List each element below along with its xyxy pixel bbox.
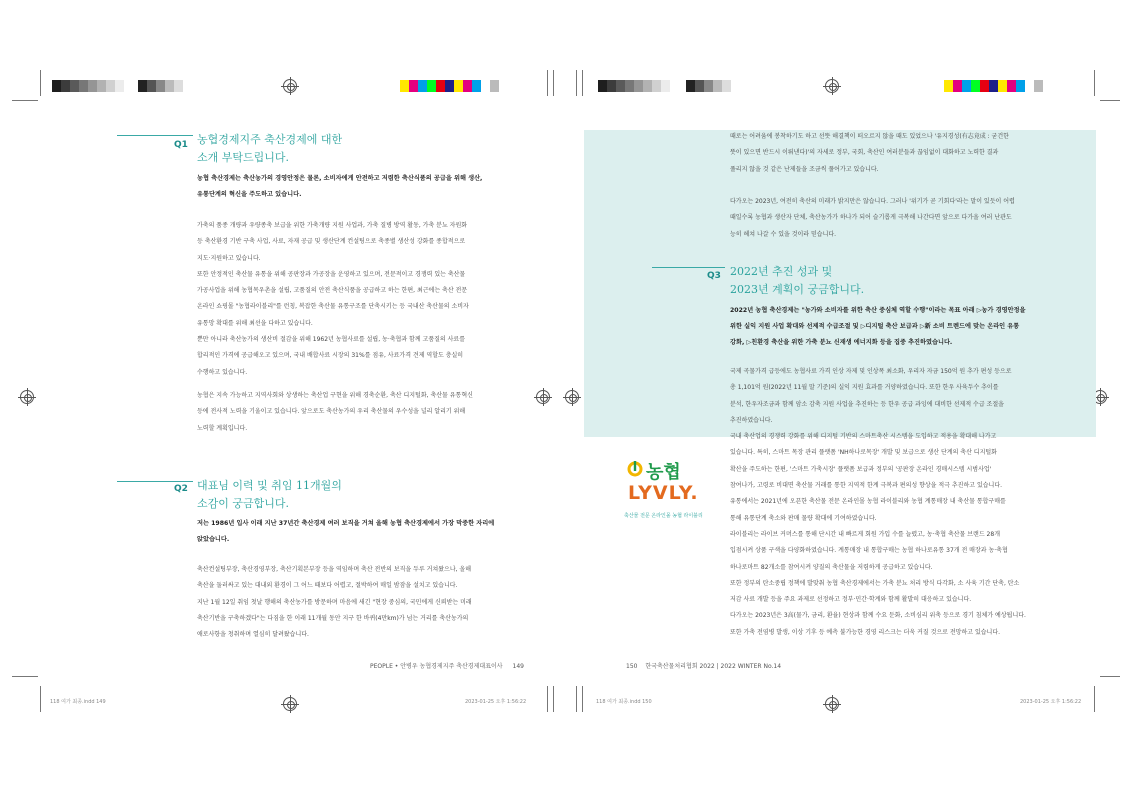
crop-mark [582,70,583,96]
crop-mark [40,686,41,712]
q1-body-line: 가공사업을 위해 농협목우촌을 설립, 고품질의 안전 축산식품을 공급하고 하는 한편, 최근에는 축산 전문 [197,287,468,295]
color-bar-right-gray [598,80,670,92]
q2-rule [117,481,193,482]
crop-mark [576,686,577,712]
crop-mark [12,100,38,101]
crop-mark [40,70,41,96]
q1-body-line: 또한 안정적인 축산물 유통을 위해 공판장과 가공장을 운영하고 있으며, 전문적이고 경쟁력 있는 축산물 [197,270,466,278]
q3-body2-line: 또한 가축 전염병 발생, 이상 기후 등 예측 불가능한 경영 리스크는 더욱 커질 것으로 전망하고 있습니다. [730,628,1001,636]
nh-lyvly-logo [626,458,706,506]
crop-mark [12,676,38,677]
q2-body-line: 축산을 둘러싸고 있는 대내외 환경이 그 어느 때보다 어렵고, 절박하여 매일 밤잠을 설치고 있습니다. [197,582,458,590]
q3-lead-line: 강화, ▷친환경 축산을 위한 가축 분뇨 신재생 에너지화 등을 집중 추진하였습니다. [730,339,953,346]
q2-lead [197,516,537,548]
registration-mark-icon [283,79,297,93]
left-page-number: 149 [512,663,524,670]
q2-title [197,477,342,513]
crop-mark [1100,100,1120,101]
right-top-line: 때일수록 농협과 생산자 단체, 축산농가가 하나가 되어 슬기롭게 극복해 나간다면 앞으로 다가올 여러 난관도 [730,214,1012,222]
color-bar-left-gray [52,80,124,92]
logo-brand-text: 농협 [646,462,681,483]
q1-lead [197,171,537,203]
q1-body-line: 등 축산환경 기반 구축 사업, 사료, 자재 공급 및 생산단계 컨설팅으로 축종별 생산성 강화를 종합적으로 [197,238,466,246]
color-bar-left-gray2 [138,80,183,92]
crop-mark [553,686,554,712]
q1-title-line: 소개 부탁드립니다. [197,151,290,164]
right-top-line [730,178,1090,194]
q3-body-line: 통해 유통단계 축소와 판매 물량 확대에 기여하였습니다. [730,514,877,522]
crop-mark [1094,686,1095,712]
q3-body-line: 분석, 한우자조금과 함께 암소 감축 지원 사업을 추진하는 등 한우 공급 과잉에 대비한 선제적 수급 조절을 [730,400,1004,408]
crop-mark [1094,70,1095,96]
q1-body2-line: 노력할 계획입니다. [197,424,248,432]
q3-body2 [730,527,1090,641]
crop-mark [576,70,577,96]
q2-title-line: 소감이 궁금합니다. [197,497,290,510]
q1-body2 [197,388,537,437]
right-top-line: 다가오는 2023년, 여전히 축산의 미래가 밝지만은 않습니다. 그러나 '위기가 곧 기회다'라는 말이 있듯이 어렵 [730,198,1015,206]
q3-lead [730,303,1090,351]
q3-body2-line: 라이블리는 라이브 커머스를 통해 단시간 내 빠르게 회원 가입 수를 늘렸고, 농·축협 축산물 브랜드 28개 [730,531,1000,538]
q3-body-line: 참여나가, 고령로 비대면 축산물 거래를 통한 지역적 한계 극복과 편의성 향상을 적극 추진하고 있습니다. [730,482,1003,490]
right-top-line: 때로는 어려움에 봉착하기도 하고 선뜻 해결책이 떠오르지 않을 때도 있었으나 '유지경성(有志竟成 : 굳건한 [730,133,1009,140]
registration-mark-icon [825,79,839,93]
right-slug-date: 2023-01-25 오후 1:56:22 [1020,699,1082,705]
registration-mark-icon [283,697,297,711]
color-bar-left-cmyk [400,80,499,92]
q3-body-line: 추진하였습니다. [730,416,773,424]
q1-body-line: 가축의 품종 개량과 우량종축 보급을 위한 가축개량 지원 사업과, 가축 질병 방역 활동, 가축 분뇨 자원화 [197,222,468,229]
q3-body-line: 유통에서는 2021년에 오픈한 축산물 전문 온라인몰 농협 라이블리와 농협 계통매장 내 축산물 통합구매를 [730,498,1006,506]
q2-title-line: 대표님 이력 및 취임 11개월의 [197,479,342,492]
left-slug-file: 118 여가 최종.indd 149 [50,699,106,705]
right-page-number: 150 [626,663,638,670]
q2-lead-line: 앉았습니다. [197,536,230,543]
q2-body-line: 축산기반을 구축하겠다"는 다짐을 한 이래 11개월 동안 지구 한 바퀴(4만km)가 넘는 거리를 축산농가의 [197,614,469,622]
q1-number: Q1 [174,140,188,150]
right-footer-text: 한국축산물처리협회 2022 | 2022 WINTER No.14 [645,663,782,670]
crop-mark [547,686,548,712]
q3-body-line: 국내 축산업의 경쟁력 강화를 위해 디지털 기반의 스마트축산 시스템을 도입하고 적용을 확대해 나가고 [730,433,997,441]
q3-body-line: 있습니다. 특히, 스마트 목장 관리 플랫폼 'NH하나로목장' 개발 및 보급으로 생산 단계의 축산 디지털화 [730,449,997,457]
q3-number: Q3 [707,271,721,281]
q2-number: Q2 [174,484,188,494]
q3-lead-line: 위한 실익 지원 사업 확대와 선제적 수급조절 및 ▷디지털 축산 보급과 ▷新 소비 트렌드에 맞는 온라인 유통 [730,323,1020,330]
right-top-line: 뜻이 있으면 반드시 이뤄낸다)'의 자세로 정부, 국회, 축산인 여러분들과 끊임없이 대화하고 노력한 결과 [730,149,999,157]
color-bar-right-gray2 [686,80,731,92]
q1-body-line: 수행하고 있습니다. [197,368,248,376]
registration-mark-icon [565,390,579,404]
q3-body2-line: 또한 정부의 탄소중립 정책에 발맞춰 농협 축산경제에서는 가축 분뇨 처리 방식 다각화, 소 사육 기간 단축, 탄소 [730,579,1020,587]
q2-lead-line: 저는 1986년 입사 이래 지난 37년간 축산경제 여러 보직을 거쳐 올해 농협 축산경제에서 가장 막중한 자리에 [197,520,495,527]
q3-title-line: 2022년 추진 성과 및 [730,265,833,278]
q1-body2-line: 농협은 지속 가능하고 지역사회와 상생하는 축산업 구현을 위해 경축순환, 축산 디지털화, 축산물 유통혁신 [197,392,473,399]
right-top-line: 풀리지 않을 것 같은 난제들을 조금씩 풀어가고 있습니다. [730,165,879,173]
q3-body2-line: 다가오는 2023년은 3高(물가, 금리, 환율) 현상과 함께 수요 둔화, 소비심리 위축 등으로 경기 침체가 예상됩니다. [730,612,1026,620]
q3-body2-line: 입점시켜 상품 구색을 다양화하였습니다. 계통매장 내 통합구매는 농협 하나로유통 37개 전 매장과 농·축협 [730,547,1008,555]
q3-title-line: 2023년 계획이 궁금합니다. [730,283,865,296]
q1-body [197,218,537,381]
q3-body-line: 총 1,101억 원(2022년 11월 말 기준)의 실익 지원 효과를 거양하였습니다. 또한 한우 사육두수 추이를 [730,384,999,392]
q1-body-line: 지도·지원하고 있습니다. [197,254,261,262]
q2-body [197,562,537,643]
q1-title [197,131,342,167]
q1-rule [117,135,193,136]
registration-mark-icon [20,390,34,404]
q2-body-line: 애로사항을 청취하며 열심히 달려왔습니다. [197,631,309,639]
left-footer [370,661,524,670]
registration-mark-icon [825,697,839,711]
q1-lead-line: 농협 축산경제는 축산농가의 경영안정은 물론, 소비자에게 안전하고 저렴한 축산식품의 공급을 위해 생산, [197,175,483,182]
right-top-line: 능히 헤쳐 나갈 수 있을 것이라 믿습니다. [730,230,837,238]
crop-mark [553,70,554,96]
q3-body2-line: 하나로마트 82개소를 참여시켜 양질의 축산물을 저렴하게 공급하고 있습니다. [730,563,933,571]
right-footer [626,661,781,670]
q3-title [730,263,864,299]
q3-lead-line: 2022년 농협 축산경제는 "농가와 소비자를 위한 축산 중심체 역할 수행"이라는 목표 아래 ▷농가 경영안정을 [730,307,1026,314]
right-slug-file: 118 여가 최종.indd 150 [596,699,652,705]
crop-mark [547,70,548,96]
q3-body-line: 확산을 주도하는 한편, '스마트 가축시장' 플랫폼 보급과 정부의 '공판장 온라인 경매시스템 시범사업' [730,465,992,473]
right-top-body [730,129,1090,243]
q1-body-line: 유통망 확대를 위해 최선을 다하고 있습니다. [197,319,313,327]
q3-body [730,364,1090,527]
q3-body-line: 국제 곡물가격 급등에도 농협사료 가격 인상 자제 및 인상폭 최소화, 우리자 자금 150억 원 추가 편성 등으로 [730,368,1012,375]
q2-body-line: 지난 1월 12일 취임 첫날 행해의 축산농가를 방문하며 마음에 새긴 "현장 중심의, 국민에게 신뢰받는 미래 [197,598,472,606]
q1-body-line: 온라인 쇼핑몰 "농협라이블리"를 런칭, 복잡한 축산물 유통구조를 단축시키는 등 국내산 축산물의 소비자 [197,303,469,311]
logo-sub-text: LYVLY. [628,482,699,504]
left-footer-text: PEOPLE • 안병우 농협경제지주 축산경제대표이사 [370,663,503,670]
q1-body-line: 뿐만 아니라 축산농가의 생산비 절감을 위해 1962년 농협사료를 설립, 농·축협과 함께 고품질의 사료를 [197,336,466,344]
q3-body2-line: 저감 사료 개발 등을 주요 과제로 선정하고 정부·민간·학계와 함께 활발히 대응하고 있습니다. [730,596,972,604]
registration-mark-icon [536,390,550,404]
crop-mark [1100,676,1120,677]
q3-rule [652,267,725,268]
logo-caption: 축산물 전문 온라인몰 농협 라이블리 [624,513,703,519]
q2-body-line: 축산컨설팅부장, 축산경영부장, 축산기획본부장 등을 역임하며 축산 전반의 보직을 두루 거쳐왔으나, 올해 [197,566,472,573]
q1-body-line: 합리적인 가격에 공급해오고 있으며, 국내 배합사료 시장의 31%를 점유, 사료가격 견제 역할도 충실히 [197,352,464,360]
color-bar-right-cmyk [944,80,1043,92]
q1-title-line: 농협경제지주 축산경제에 대한 [197,133,343,146]
crop-mark [582,686,583,712]
q1-body2-line: 등에 전사적 노력을 기울이고 있습니다. 앞으로도 축산농가의 우리 축산물의 우수성을 널리 알리기 위해 [197,408,466,416]
q1-lead-line: 유통단계의 혁신을 주도하고 있습니다. [197,191,302,198]
left-slug-date: 2023-01-25 오후 1:56:22 [465,699,527,705]
